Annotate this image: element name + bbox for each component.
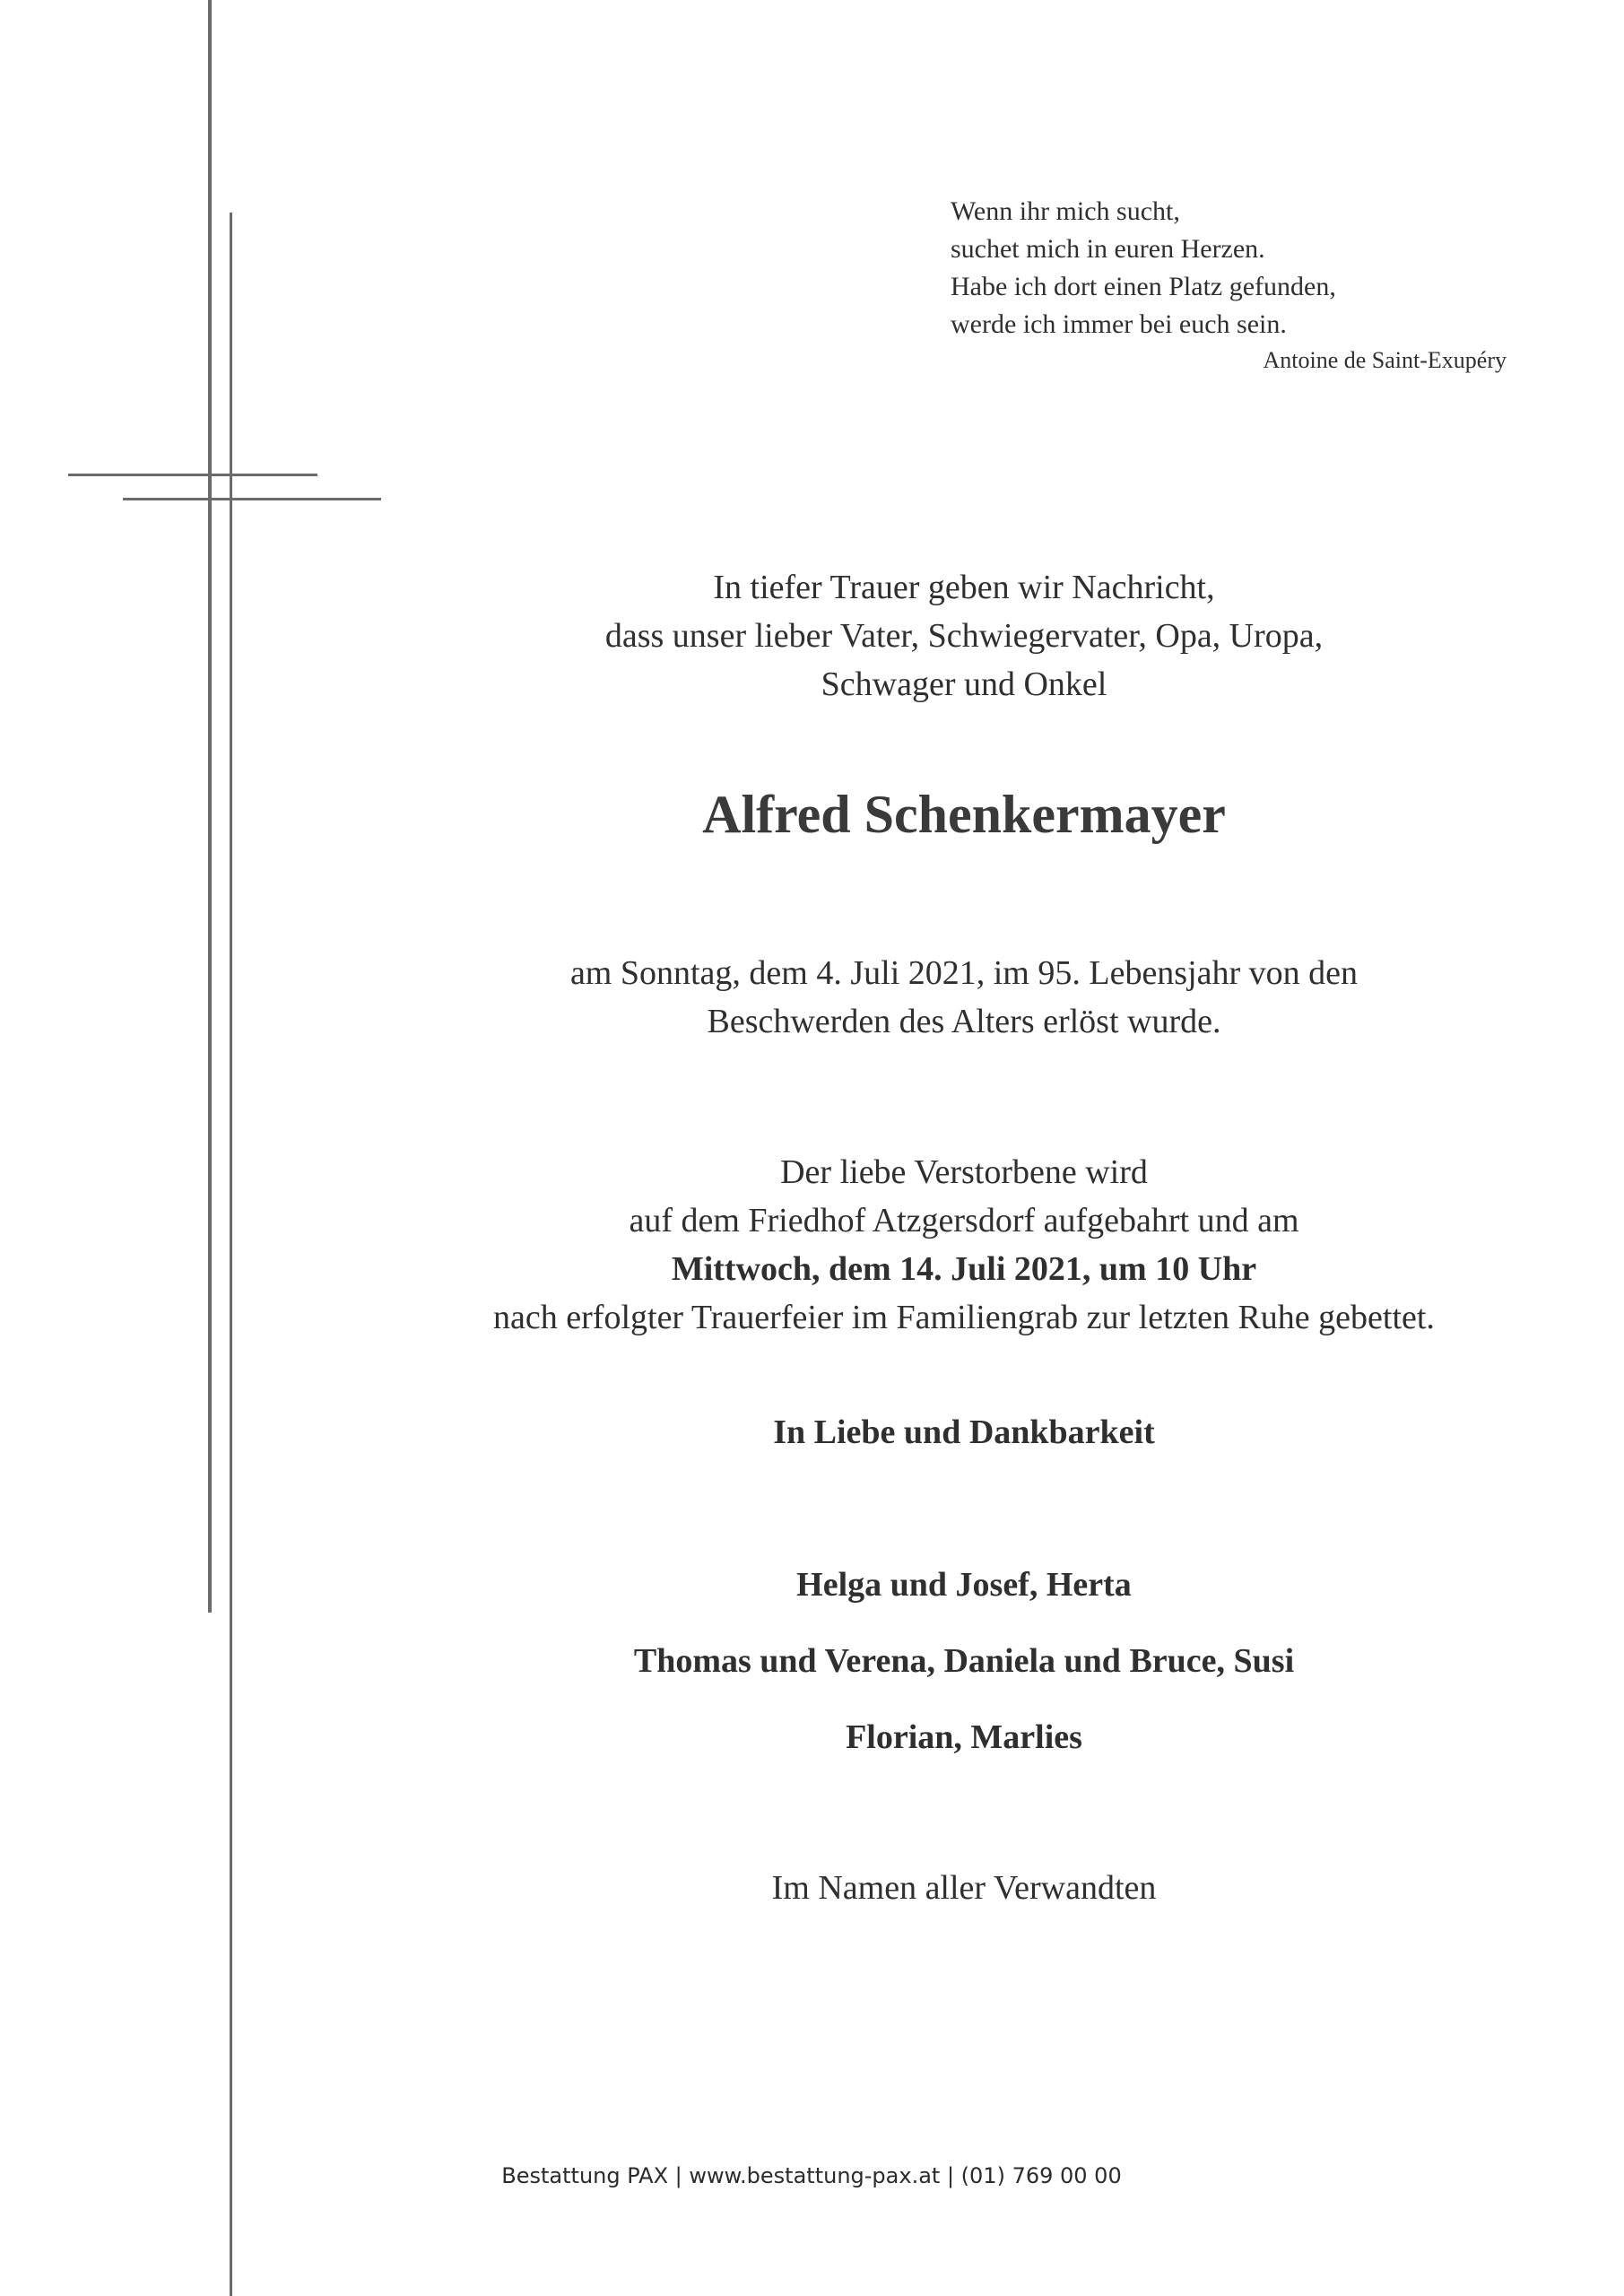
closing-phrase: In Liebe und Dankbarkeit (773, 1413, 1155, 1451)
cross-vertical-line-right (230, 213, 232, 2296)
quote (951, 193, 1524, 378)
funeral-date: Mittwoch, dem 14. Juli 2021, um 10 Uhr (671, 1250, 1257, 1288)
family-line: Helga und Josef, Herta (796, 1566, 1132, 1604)
cross-horizontal-line-top (68, 474, 317, 476)
funeral-details (359, 1148, 1569, 1342)
announcement-line: In tiefer Trauer geben wir Nachricht, (713, 569, 1215, 606)
funeral-line: auf dem Friedhof Atzgersdorf aufgebahrt und am (629, 1202, 1299, 1239)
family-line: Florian, Marlies (846, 1718, 1082, 1756)
quote-line: Habe ich dort einen Platz gefunden, (951, 272, 1336, 301)
quote-line: suchet mich in euren Herzen. (951, 234, 1265, 264)
footer: Bestattung PAX | www.bestattung-pax.at | (01) 769 00 00 (501, 2163, 1122, 2188)
cross-vertical-line-left (208, 0, 212, 1613)
family-list (359, 1561, 1569, 1789)
family-line: Thomas und Verena, Daniela und Bruce, Susi (633, 1642, 1295, 1680)
funeral-line: nach erfolgter Trauerfeier im Familiengrab zur letzten Ruhe gebettet. (493, 1299, 1435, 1336)
relatives-line: Im Namen aller Verwandten (771, 1869, 1157, 1907)
announcement-line: dass unser lieber Vater, Schwiegervater, Opa, Uropa, (604, 617, 1324, 655)
quote-author: Antoine de Saint-Exupéry (1263, 347, 1507, 373)
quote-line: Wenn ihr mich sucht, (951, 196, 1180, 226)
death-notice (359, 949, 1569, 1046)
funeral-line: Der liebe Verstorbene wird (780, 1153, 1148, 1191)
quote-line: werde ich immer bei euch sein. (951, 309, 1287, 339)
cross-icon (0, 0, 404, 2296)
announcement (359, 563, 1569, 709)
death-notice-line: am Sonntag, dem 4. Juli 2021, im 95. Lebensjahr von den (569, 954, 1359, 992)
death-notice-line: Beschwerden des Alters erlöst wurde. (707, 1003, 1221, 1040)
cross-horizontal-line-bottom (123, 498, 381, 500)
announcement-line: Schwager und Onkel (821, 665, 1107, 703)
deceased-name: Alfred Schenkermayer (702, 785, 1226, 844)
